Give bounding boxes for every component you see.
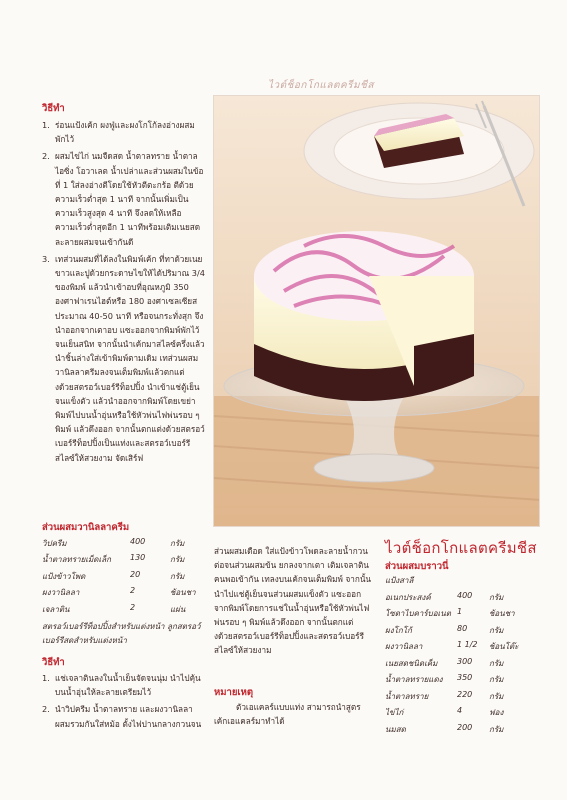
step-number: 1. <box>42 120 50 130</box>
ingredient-qty: 20 <box>130 569 141 579</box>
ingredient-name: นมสด <box>385 724 406 734</box>
ingredient-qty: 400 <box>457 590 473 600</box>
method-step <box>42 149 205 248</box>
ingredient-name: อเนกประสงค์ <box>385 592 431 602</box>
ingredient-name: ผงวานิลลา <box>42 588 80 597</box>
ingredient-qty: 2 <box>130 602 136 612</box>
ingredient-row <box>385 721 527 738</box>
vanilla-ingredients-table <box>42 535 205 618</box>
ingredient-qty: 1 1/2 <box>457 640 478 649</box>
ingredient-qty: 1 <box>457 607 463 616</box>
recipe-title: ไวต์ช็อกโกแลตครีมชีส <box>385 539 537 557</box>
ingredient-unit: กรัม <box>489 658 504 668</box>
ingredient-name: ไข่ไก่ <box>385 708 404 717</box>
ingredient-row <box>385 688 527 705</box>
ingredient-unit: ฟอง <box>489 708 504 717</box>
step-number: 2. <box>42 151 50 162</box>
ingredient-qty: 400 <box>130 536 146 546</box>
brownie-subheading: แป้งสาลี <box>385 576 414 585</box>
step-text: แช่เจลาตินลงในน้ำเย็นจัดจนนุ่ม นำไปคุ้นบนน้ำอุ่นให้ละลายเตรียมไว้ <box>55 673 201 698</box>
ingredient-qty: 2 <box>130 586 136 595</box>
ingredient-unit: กรัม <box>489 625 504 635</box>
ingredient-row <box>385 639 527 656</box>
vanilla-method-steps <box>42 671 205 734</box>
cheesecake-photo <box>213 95 540 527</box>
brownie-ingredients-table <box>385 589 527 738</box>
ingredient-unit: ช้อนชา <box>489 609 515 618</box>
ingredient-name: วิปครีม <box>42 538 67 548</box>
method-step <box>42 118 205 146</box>
tip-text: ตัวเอแคลร์แบบแท่ง สามารถนำสูตรเค้กเอแคลร์มาทำได้ <box>214 702 361 727</box>
step-number: 3. <box>42 253 50 264</box>
ingredient-row <box>42 568 205 585</box>
ingredient-name: เนยสดชนิดเค็ม <box>385 658 438 668</box>
method-step <box>42 252 205 465</box>
ingredient-unit: แผ่น <box>170 604 186 614</box>
vanilla-note: สตรอว์เบอร์รีท็อปปิ้งสำหรับแต่งหน้า ลูกสตรอว์เบอร์รีสดสำหรับแต่งหน้า <box>42 622 201 645</box>
tip-heading: หมายเหตุ <box>214 687 254 698</box>
ingredient-row <box>385 606 527 623</box>
ingredient-name: เจลาติน <box>42 604 70 614</box>
ingredient-name: น้ำตาลทรายแดง <box>385 675 443 684</box>
ingredient-row <box>385 622 527 639</box>
vanilla-method-heading: วิธีทำ <box>42 657 65 668</box>
ingredient-row <box>385 655 527 672</box>
ingredient-unit: กรัม <box>489 691 504 701</box>
ingredient-unit: กรัม <box>489 675 504 684</box>
ingredient-qty: 80 <box>457 623 468 633</box>
ingredient-unit: กรัม <box>489 724 504 734</box>
ingredient-name: โซดาไบคาร์บอเนต <box>385 609 451 618</box>
ingredient-unit: กรัม <box>489 592 504 602</box>
middle-method-text: ส่วนผสมเดือด ใส่แป้งข้าวโพดละลายน้ำกวนต่อจนส่วนผสมข้น ยกลงจากเตา เติมเจลาติน คนพอเข้ากัน เทลงบนเค้กจนเต็มพิมพ์ จากนั้นนำไปแช่ตู้เย็นจนส่วนผสมแข็งตัว แซะออกจากพิมพ์โดยการแช่ในน้ำอุ่นหรือใช้หัวพ่นไฟพ่นรอบ ๆ พิมพ์แล้วดึงออก จากนั้นตกแต่งด้วยสตรอว์เบอร์รีท็อปปิ้งและสตรอว์เบอร์รีสไลซ์ให้สวยงาม <box>214 546 372 656</box>
cheesecake-illustration <box>214 96 540 527</box>
ingredient-unit: ช้อนชา <box>170 588 196 597</box>
ingredient-qty: 4 <box>457 706 463 715</box>
step-text: ผสมไข่ไก่ นมจืดสด น้ำตาลทราย น้ำตาลไอซิ่ง โอวาเลต น้ำเปล่าและส่วนผสมในข้อที่ 1 ใส่ลงอ่างตีโดยใช้หัวตีตะกร้อ ตีด้วยความเร็วต่ำสุด 1 นาที จากนั้นเพิ่มเป็นความเร็วสูงสุด 4 นาที จึงลดให้เหลือความเร็วต่ำสุดอีก 1 นาทีพร้อมเติมเนยสดละลายผสมจนเข้ากันดี <box>55 151 204 247</box>
method-step <box>42 702 205 730</box>
ingredient-qty: 300 <box>457 656 473 666</box>
ingredient-unit: กรัม <box>170 538 185 548</box>
ingredient-row <box>385 705 527 722</box>
ingredient-qty: 220 <box>457 689 473 699</box>
step-text: เทส่วนผสมที่ได้ลงในพิมพ์เค้ก ที่ทาด้วยเนยขาวและปูด้วยกระดาษไขให้ได้ปริมาณ 3/4 ของพิมพ์ แล้วนำเข้าอบที่อุณหภูมิ 350 องศาฟาเรนไฮต์หรือ 180 องศาเซลเซียส ประมาณ 40-50 นาที หรือจนกระทั่งสุก จึงนำออกจากเตาอบ แซะออกจากพิมพ์พักไว้จนเย็นสนิท จากนั้นนำเค้กมาสไลซ์ครึ่งแล้วนำชิ้นล่างใส่เข้าพิมพ์ตามเดิม เทส่วนผสมวานิลลาครีมลงจนเต็มพิมพ์แล้วตกแต่งด้วยสตรอว์เบอร์รีท็อปปิ้ง นำเข้าแช่ตู้เย็นจนแข็งตัว แล้วนำออกจากพิมพ์โดยเขย่าพิมพ์ไปบนน้ำอุ่นหรือใช้หัวพ่นไฟพ่นรอบ ๆ พิมพ์ แล้วดึงออก จากนั้นตกแต่งด้วยสตรอว์เบอร์รีท็อปปิ้งเป็นแท่งและสตรอว์เบอร์รีสไลซ์ให้สวยงาม จัดเสิร์ฟ <box>55 253 205 463</box>
ingredient-qty: 350 <box>457 673 473 682</box>
vanilla-heading: ส่วนผสมวานิลลาครีม <box>42 522 130 533</box>
ingredient-qty: 130 <box>130 553 146 562</box>
ingredient-unit: ช้อนโต๊ะ <box>489 642 519 651</box>
step-text: ร่อนแป้งเค้ก ผงฟู่และผงโกโก้ลงอ่างผสม พักไว้ <box>55 120 195 145</box>
ingredient-row <box>385 589 527 606</box>
ingredient-row <box>42 585 205 602</box>
photo-caption-title: ไวต์ช็อกโกแลตครีมชีส <box>268 80 375 91</box>
step-number: 2. <box>42 704 50 715</box>
ingredient-row <box>42 552 205 569</box>
ingredient-name: ผงวานิลลา <box>385 642 423 651</box>
ingredient-unit: กรัม <box>170 571 185 581</box>
step-text: นำวิปครีม น้ำตาลทราย และผงวานิลลาผสมรวมกันใส่หม้อ ตั้งไฟปานกลางกวนจน <box>55 704 202 729</box>
ingredient-name: น้ำตาลทรายเม็ดเล็ก <box>42 555 111 564</box>
brownie-heading: ส่วนผสมบราวนี่ <box>385 561 449 572</box>
ingredient-name: น้ำตาลทราย <box>385 691 429 701</box>
ingredient-row <box>42 601 205 618</box>
step-number: 1. <box>42 673 50 683</box>
ingredient-row <box>385 672 527 689</box>
ingredient-name: ผงโกโก้ <box>385 625 412 635</box>
method-step <box>42 671 205 699</box>
ingredient-row <box>42 535 205 552</box>
method-steps <box>42 118 205 468</box>
method-heading: วิธีทำ <box>42 103 65 114</box>
ingredient-name: แป้งข้าวโพด <box>42 571 86 581</box>
ingredient-qty: 200 <box>457 722 473 732</box>
ingredient-unit: กรัม <box>170 555 185 564</box>
